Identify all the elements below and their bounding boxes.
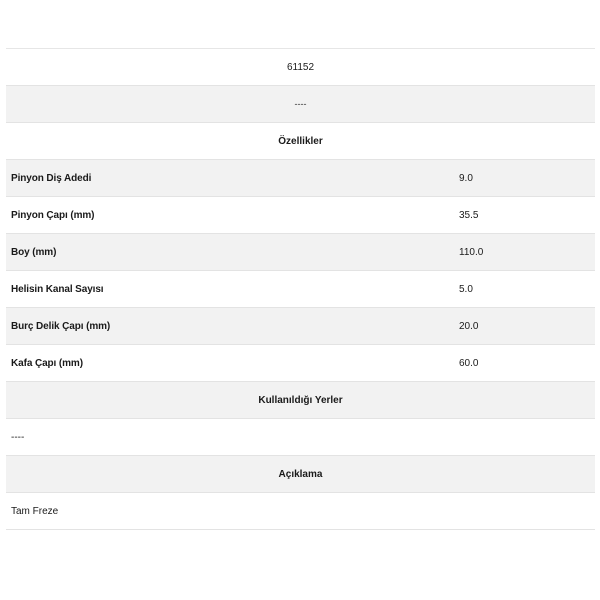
description-heading: Açıklama	[278, 468, 323, 480]
spec-value: 60.0	[459, 357, 479, 369]
specs-heading-row	[6, 123, 595, 160]
spec-label: Burç Delik Çapı (mm)	[11, 320, 111, 332]
description-heading-row	[6, 456, 595, 493]
spec-label: Pinyon Diş Adedi	[11, 172, 92, 184]
usage-heading-row	[6, 382, 595, 419]
spec-row	[6, 160, 595, 197]
product-code-row	[6, 49, 595, 86]
description-text-row	[6, 493, 595, 530]
spec-row	[6, 197, 595, 234]
usage-heading: Kullanıldığı Yerler	[258, 394, 343, 406]
product-code: 61152	[286, 61, 315, 73]
spec-label: Pinyon Çapı (mm)	[11, 209, 95, 221]
specs-heading: Özellikler	[278, 135, 323, 147]
spec-row	[6, 308, 595, 345]
spec-value: 35.5	[459, 209, 479, 221]
product-subtitle-row	[6, 86, 595, 123]
spec-value: 9.0	[459, 172, 473, 184]
spec-value: 5.0	[459, 283, 473, 295]
product-subtitle: ----	[294, 99, 307, 109]
product-spec-table	[6, 48, 595, 530]
spec-row	[6, 345, 595, 382]
description-text: Tam Freze	[11, 505, 59, 517]
spec-label: Boy (mm)	[11, 246, 57, 258]
spec-row	[6, 271, 595, 308]
usage-text-row	[6, 419, 595, 456]
spec-row	[6, 234, 595, 271]
spec-label: Kafa Çapı (mm)	[11, 357, 83, 369]
spec-value: 20.0	[459, 320, 479, 332]
usage-text: ----	[11, 431, 25, 443]
spec-label: Helisin Kanal Sayısı	[11, 283, 104, 295]
spec-value: 110.0	[459, 246, 484, 258]
